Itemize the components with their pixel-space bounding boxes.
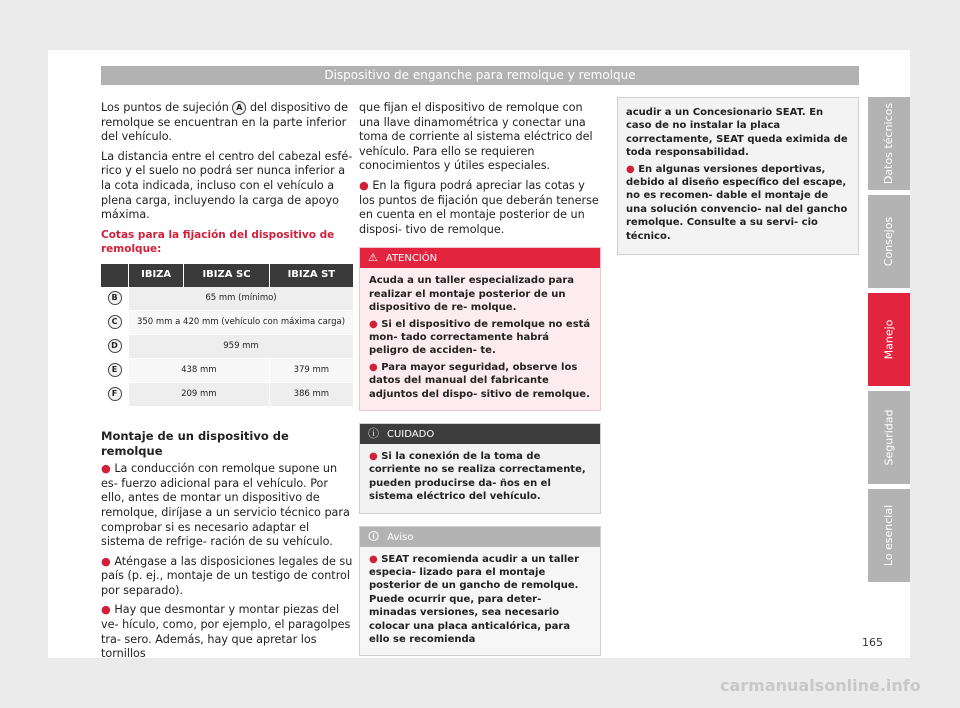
table-header-row bbox=[101, 264, 353, 287]
page-title: Dispositivo de enganche para remolque y remolque bbox=[101, 66, 859, 85]
tab-consejos[interactable]: Consejos bbox=[868, 195, 910, 288]
table-cell: 438 mm bbox=[129, 358, 270, 382]
header-ibiza-st: IBIZA ST bbox=[269, 264, 353, 287]
bullet-icon: ● bbox=[369, 553, 378, 565]
bullet-icon: ● bbox=[359, 178, 369, 192]
table-row bbox=[101, 334, 353, 358]
tab-manejo[interactable]: Manejo bbox=[868, 293, 910, 386]
tab-seguridad[interactable]: Seguridad bbox=[868, 391, 910, 484]
intro-text-end: del dispositivo de remolque se encuentran en la parte inferior del vehículo. bbox=[101, 101, 349, 144]
note-box-continued: acudir a un Concesionario SEAT. En caso de no instalar la placa correctamente, SEAT queda eximida de toda responsabilidad. ● En algunas versiones deportivas, debido al diseño específico del escape, no es recomen- dable el montaje de una solución convencio- nal del gancho remolque. Consulte a su servi- cio técnico. bbox=[617, 97, 859, 255]
row-label-e: E bbox=[101, 358, 129, 382]
dimensions-table bbox=[101, 264, 353, 407]
table-row bbox=[101, 382, 353, 406]
bullet-icon: ● bbox=[626, 163, 635, 175]
bullet-icon: ● bbox=[101, 462, 111, 476]
bullet-item: ● En la figura podrá apreciar las cotas y los puntos de fijación que deberán tenerse en cuenta en el montaje posterior de un disposi- tivo de remolque. bbox=[359, 178, 599, 236]
table-cell: 65 mm (mínimo) bbox=[129, 287, 354, 311]
note-box-header: 🛈 Aviso bbox=[360, 527, 600, 547]
warning-box-atencion bbox=[359, 247, 601, 411]
intro-text-start: Los puntos de sujeción bbox=[101, 101, 229, 114]
intro-paragraph bbox=[101, 101, 353, 145]
section-heading: Montaje de un dispositivo de remolque bbox=[101, 428, 289, 458]
header-ibiza-sc: IBIZA SC bbox=[184, 264, 269, 287]
table-row bbox=[101, 358, 353, 382]
column-right bbox=[617, 97, 859, 255]
row-label-b: B bbox=[101, 287, 129, 311]
table-cell: 350 mm a 420 mm (vehículo con máxima carga) bbox=[129, 310, 354, 334]
table-row bbox=[101, 287, 353, 311]
caution-box-body: ● Si la conexión de la toma de corriente no se realiza correctamente, pueden producirse da- ños en el sistema eléctrico del vehículo. bbox=[369, 451, 586, 503]
warning-box-body: Acuda a un taller especializado para realizar el montaje posterior de un dispositivo de re- molque. ● Si el dispositivo de remolque no está mon- tado correctamente habrá peligro de acciden- te. ● Para mayor seguridad, observe los datos del manual del fabricante adjuntos del dispo- sitivo de remolque. bbox=[369, 275, 591, 400]
table-title: Cotas para la fijación del dispositivo de remolque: bbox=[101, 228, 335, 256]
column-left bbox=[101, 101, 353, 667]
table-corner bbox=[101, 264, 129, 287]
note-box-body: ● SEAT recomienda acudir a un taller especia- lizado para el montaje posterior de un gancho de remolque. Puede ocurrir que, para deter- minadas versiones, sea necesario colocar una placa anticalórica, para ello se recomienda bbox=[369, 553, 580, 646]
bullet-item: ● Hay que desmontar y montar piezas del ve- hículo, como, por ejemplo, el paragolpes tra- sero. Además, hay que apretar los tornillos bbox=[101, 603, 351, 661]
header-ibiza: IBIZA bbox=[129, 264, 184, 287]
table-row bbox=[101, 310, 353, 334]
row-label-f: F bbox=[101, 382, 129, 406]
note-box-aviso bbox=[359, 526, 601, 657]
marker-a: A bbox=[232, 101, 246, 115]
warning-box-header: ⚠ ATENCIÓN bbox=[360, 248, 600, 268]
bullet-icon: ● bbox=[101, 603, 111, 617]
info-circle-icon: ⓘ bbox=[368, 427, 379, 440]
page-number: 165 bbox=[862, 636, 883, 649]
bullet-item: ● La conducción con remolque supone un es- fuerzo adicional para el vehículo. Por ello, antes de montar un dispositivo de remolque, diríjase a un servicio técnico para comprobar si es necesario adaptar el sistema de refrige- ración de su vehículo. bbox=[101, 462, 350, 549]
table-cell: 379 mm bbox=[269, 358, 353, 382]
tab-datos-tecnicos[interactable]: Datos técnicos bbox=[868, 97, 910, 190]
caution-box-header: ⓘ CUIDADO bbox=[360, 424, 600, 444]
distance-paragraph: La distancia entre el centro del cabezal esfé- rico y el suelo no podrá ser nunca inferior a la cota indicada, incluso con el vehículo a plena carga, incluyendo la carga de apoyo máxima. bbox=[101, 149, 353, 222]
bullet-icon: ● bbox=[369, 361, 378, 373]
warning-triangle-icon: ⚠ bbox=[368, 251, 378, 265]
chapter-tabs bbox=[868, 97, 910, 587]
caution-box-cuidado bbox=[359, 423, 601, 514]
tab-lo-esencial[interactable]: Lo esencial bbox=[868, 489, 910, 582]
bullet-icon: ● bbox=[369, 318, 378, 330]
bullet-item: ● Aténgase a las disposiciones legales de su país (p. ej., montaje de un testigo de control por separado). bbox=[101, 554, 353, 597]
table-cell: 386 mm bbox=[269, 382, 353, 406]
table-cell: 959 mm bbox=[129, 334, 354, 358]
table-cell: 209 mm bbox=[129, 382, 270, 406]
row-label-d: D bbox=[101, 334, 129, 358]
watermark: carmanualsonline.info bbox=[720, 676, 921, 695]
continued-paragraph: que fijan el dispositivo de remolque con una llave dinamométrica y conectar una toma de corriente al sistema eléctrico del vehículo. Para ello se requieren conocimientos y útiles especiales. bbox=[359, 101, 593, 173]
note-icon: 🛈 bbox=[368, 529, 380, 543]
row-label-c: C bbox=[101, 310, 129, 334]
bullet-icon: ● bbox=[101, 554, 111, 568]
bullet-icon: ● bbox=[369, 451, 378, 462]
column-middle bbox=[359, 101, 601, 668]
